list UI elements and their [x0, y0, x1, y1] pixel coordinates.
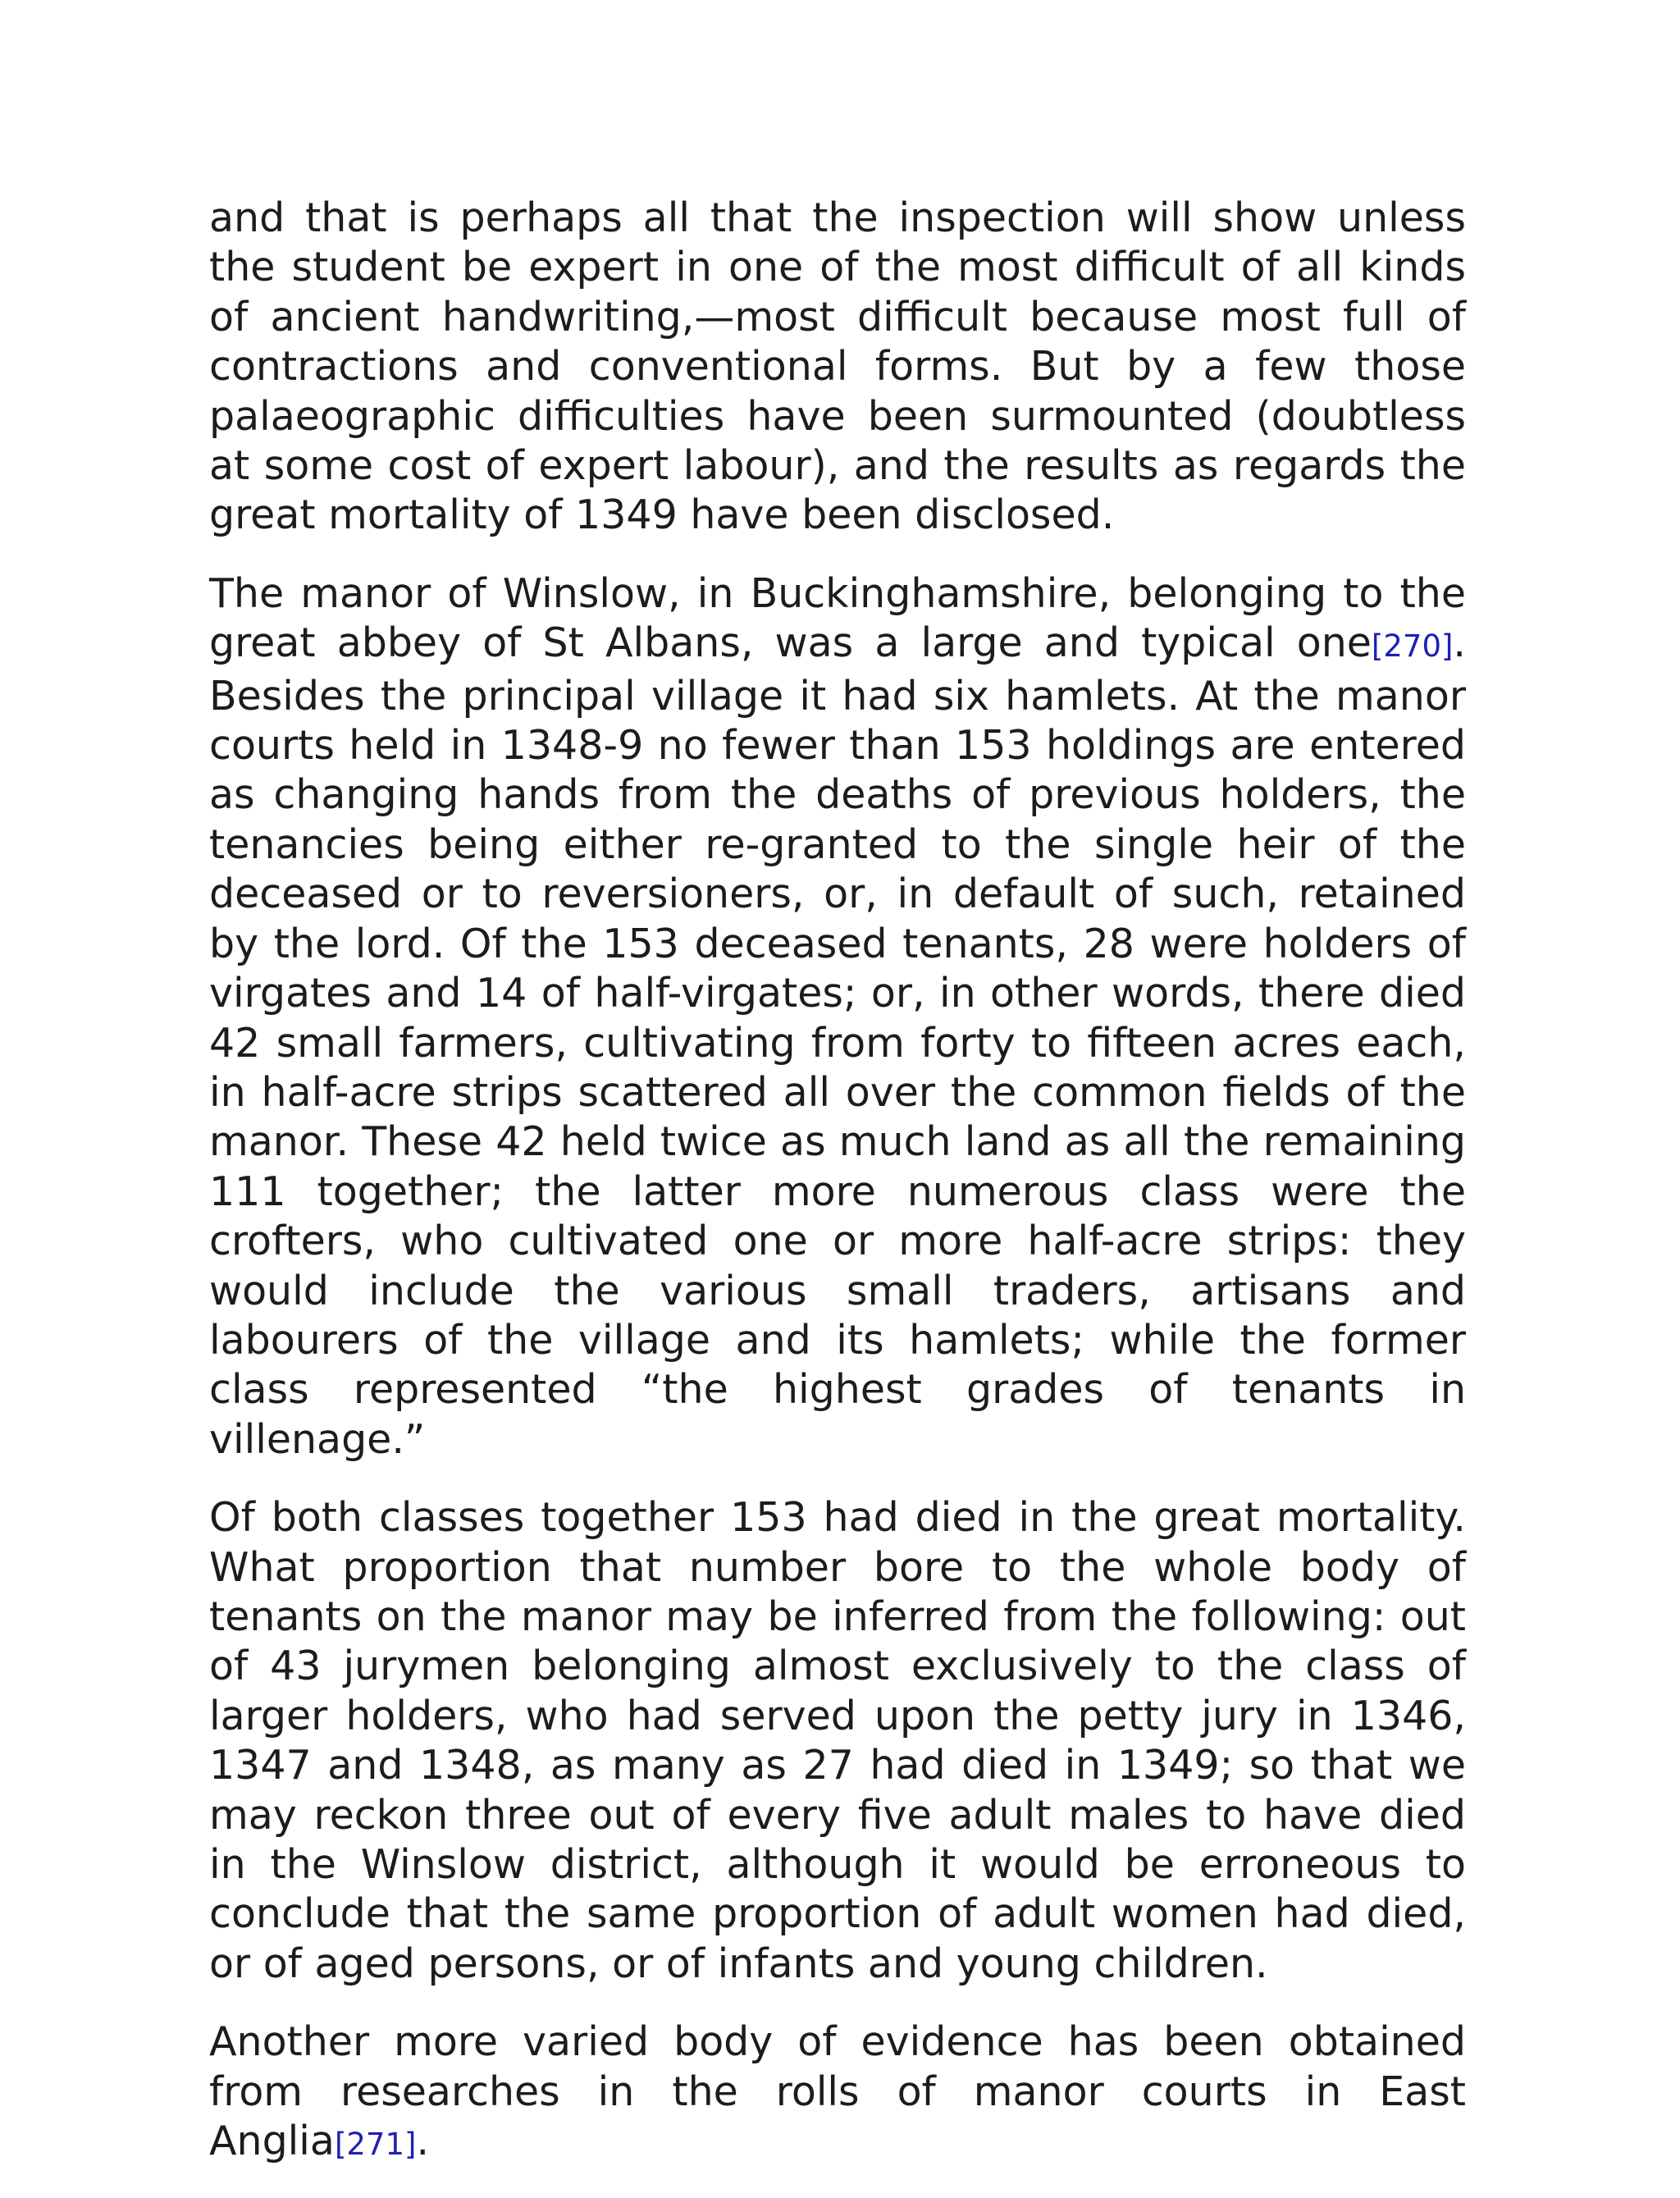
paragraph-1: and that is perhaps all that the inspection will show unless the student be expert in one of the most difficult of all kinds of ancient handwriting,—most difficult because most full of contractions and conventional forms. But by a few those palaeographic difficulties have been surmounted (doubtless at some cost of expert labour), and the results as regards the great mortality of 1349 have been disclosed.	[209, 194, 1466, 539]
paragraph-4	[209, 2017, 1466, 2169]
paragraph-2-text-after: . Besides the principal village it had six hamlets. At the manor courts held in 1348-9 no fewer than 153 holdings are entered as changing hands from the deaths of previous holders, the tenancies being either re-granted to the single heir of the deceased or to reversioners, or, in default of such, retained by the lord. Of the 153 deceased tenants, 28 were holders of virgates and 14 of half-virgates; or, in other words, there died 42 small farmers, cultivating from forty to fifteen acres each, in half-acre strips scattered all over the common fields of the manor. These 42 held twice as much land as all the remaining 111 together; the latter more numerous class were the crofters, who cultivated one or more half-acre strips: they would include the various small traders, artisans and labourers of the village and its hamlets; while the former class represented “the highest grades of tenants in villenage.”	[209, 619, 1466, 1463]
paragraph-2	[209, 569, 1466, 1465]
paragraph-3: Of both classes together 153 had died in the great mortality. What proportion that number bore to the whole body of tenants on the manor may be inferred from the following: out of 43 jurymen belonging almost exclusively to the class of larger holders, who had served upon the petty jury in 1346, 1347 and 1348, as many as 27 had died in 1349; so that we may reckon three out of every five adult males to have died in the Winslow district, although it would be erroneous to conclude that the same proportion of adult women had died, or of aged persons, or of infants and young children.	[209, 1494, 1466, 1987]
document-body	[209, 194, 1466, 2198]
paragraph-4-text-before: Another more varied body of evidence has been obtained from researches in the rolls of manor courts in East Anglia	[209, 2018, 1466, 2165]
footnote-link-270[interactable]: [270]	[1371, 628, 1454, 665]
paragraph-2-text-before: The manor of Winslow, in Buckinghamshire, belonging to the great abbey of St Albans, was a large and typical one	[209, 569, 1466, 667]
paragraph-4-text-after: .	[416, 2118, 430, 2165]
footnote-link-271[interactable]: [271]	[334, 2127, 417, 2163]
